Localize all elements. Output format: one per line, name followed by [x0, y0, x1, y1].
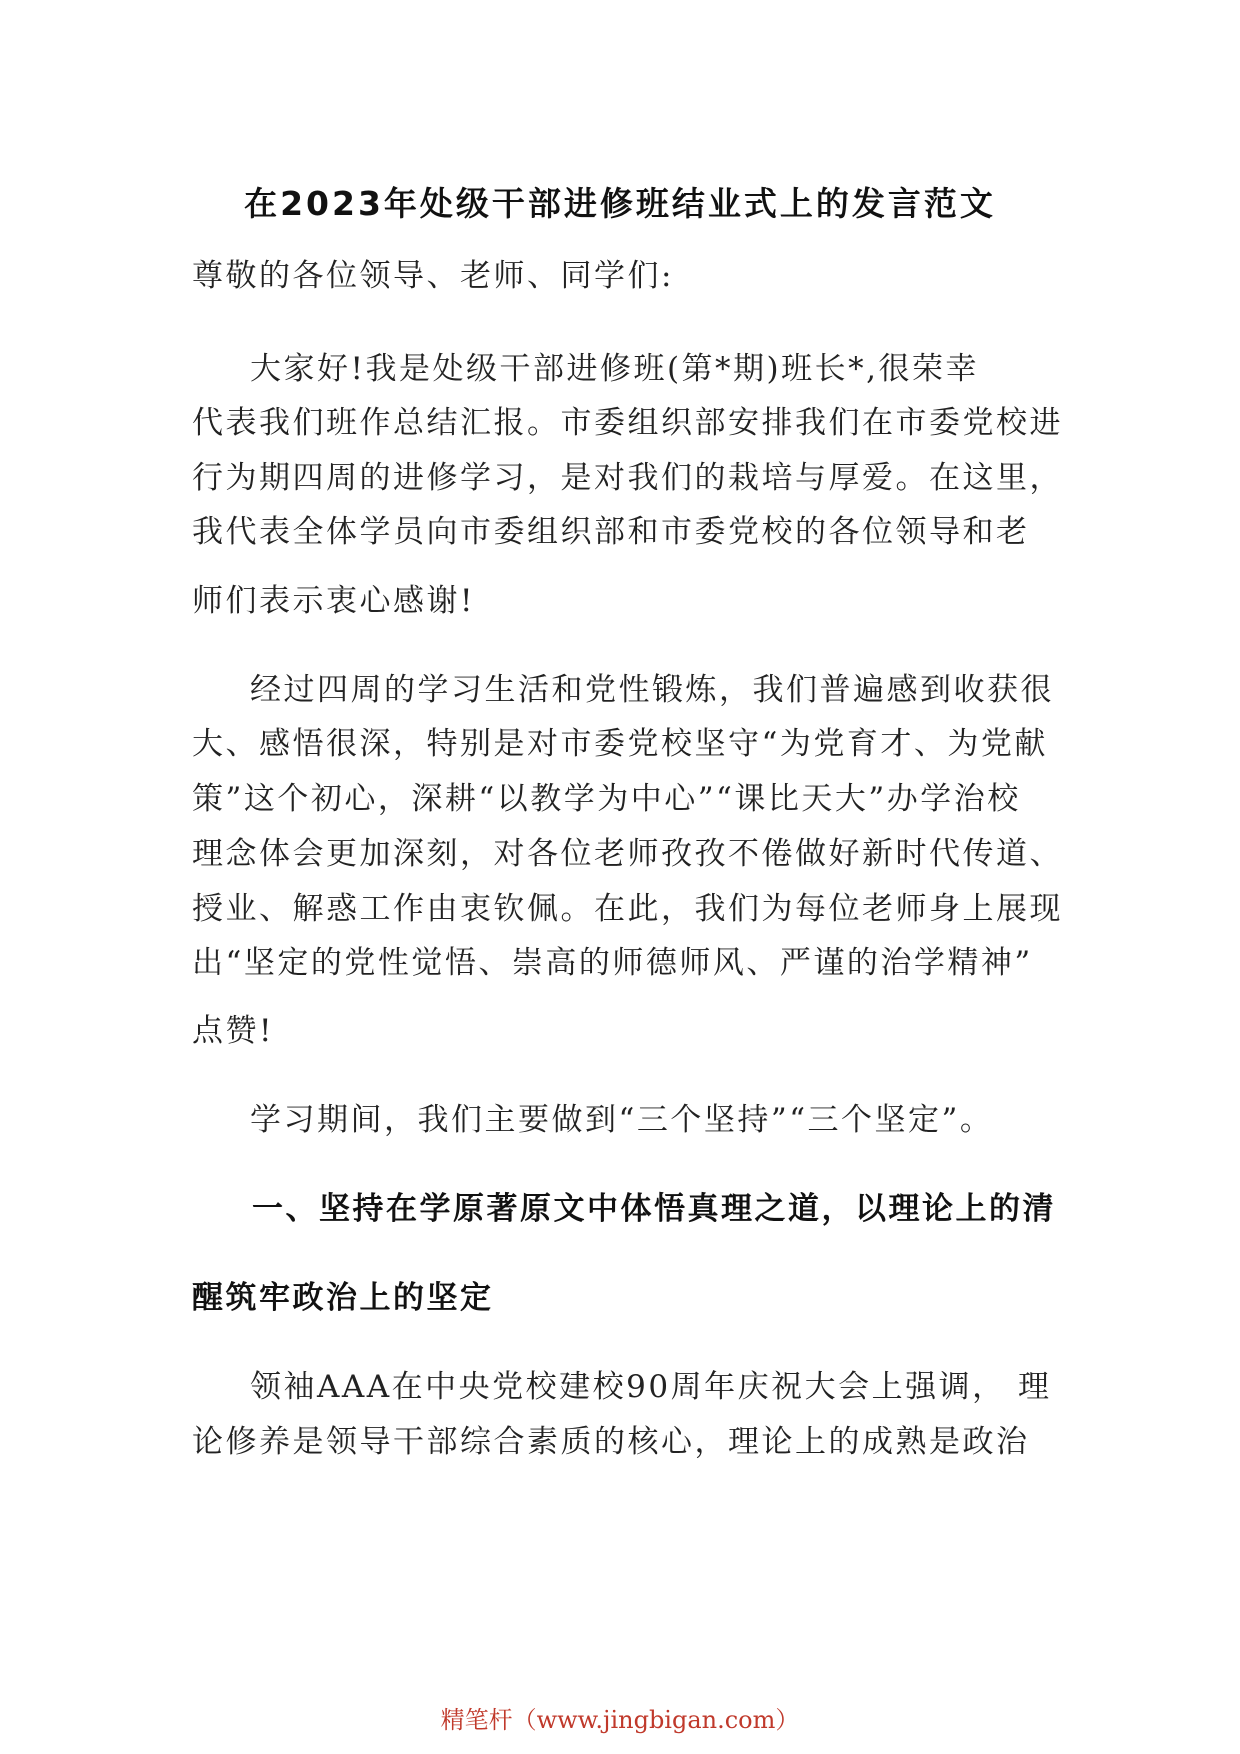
paragraph-4-line-2: 论修养是领导干部综合素质的核心，理论上的成熟是政治 — [192, 1424, 1030, 1460]
paragraph-3: 学习期间，我们主要做到“三个坚持”“三个坚定”。 — [250, 1102, 994, 1138]
section-heading-1-line-2: 醒筑牢政治上的坚定 — [192, 1280, 494, 1316]
paragraph-2-line-7: 点赞! — [192, 1013, 274, 1049]
section-heading-1-line-1: 一、坚持在学原著原文中体悟真理之道，以理论上的清 — [252, 1191, 1056, 1227]
paragraph-4-line-1: 领袖AAA在中央党校建校90周年庆祝大会上强调， 理 — [250, 1369, 1052, 1405]
paragraph-2-line-4: 理念体会更加深刻，对各位老师孜孜不倦做好新时代传道、 — [192, 836, 1063, 872]
paragraph-2-line-6: 出“坚定的党性觉悟、崇高的师德师风、严谨的治学精神” — [192, 945, 1033, 981]
footer-watermark-link[interactable]: 精笔杆（www.jingbigan.com） — [440, 1706, 800, 1734]
document-title: 在2023年处级干部进修班结业式上的发言范文 — [244, 184, 996, 223]
paragraph-1-line-4: 我代表全体学员向市委组织部和市委党校的各位领导和老 — [192, 514, 1030, 550]
paragraph-1-line-1: 大家好!我是处级干部进修班(第*期)班长*,很荣幸 — [250, 351, 979, 387]
paragraph-2-line-2: 大、感悟很深，特别是对市委党校坚守“为党育才、为党献 — [192, 726, 1048, 762]
paragraph-1-line-5: 师们表示衷心感谢! — [192, 583, 475, 619]
paragraph-1-line-2: 代表我们班作总结汇报。市委组织部安排我们在市委党校进 — [192, 405, 1063, 441]
paragraph-2-line-1: 经过四周的学习生活和党性锻炼，我们普遍感到收获很 — [250, 672, 1054, 708]
salutation: 尊敬的各位领导、老师、同学们: — [192, 258, 674, 294]
paragraph-1-line-3: 行为期四周的进修学习，是对我们的栽培与厚爱。在这里， — [192, 460, 1063, 496]
paragraph-2-line-3: 策”这个初心，深耕“以教学为中心”“课比天大”办学治校 — [192, 781, 1021, 817]
paragraph-2-line-5: 授业、解惑工作由衷钦佩。在此，我们为每位老师身上展现 — [192, 891, 1063, 927]
